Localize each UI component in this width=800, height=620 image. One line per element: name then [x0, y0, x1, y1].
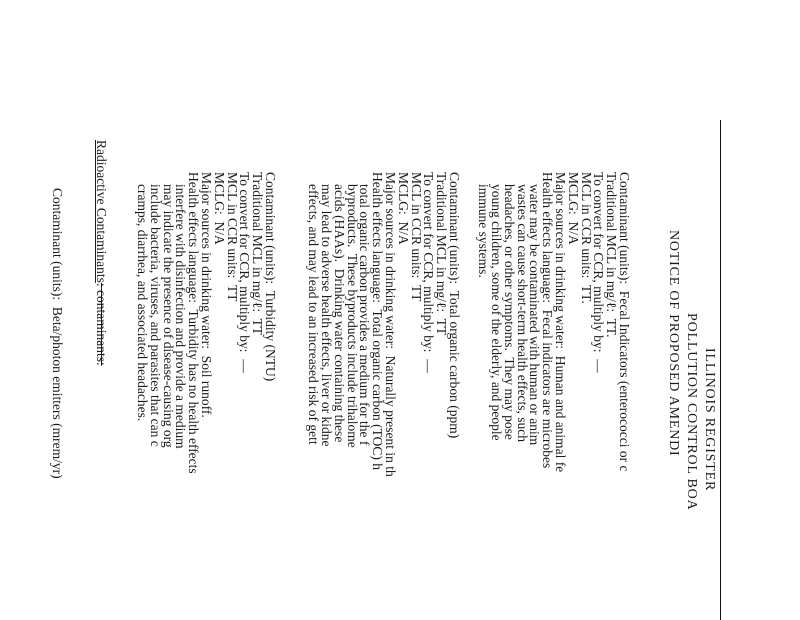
- turbidity-block: [135, 172, 276, 474]
- text-line: wastes can cause short-term health effects, such: [514, 184, 530, 443]
- fecal-indicators-block: [476, 172, 630, 472]
- text-line: headaches, or other symptoms. They may pose: [501, 184, 517, 440]
- text-line: Contaminant (units): Turbidity (NTU): [263, 172, 278, 382]
- radioactive-contaminants-heading: [94, 140, 107, 366]
- text-line: MCL in CCR units: TT: [408, 172, 424, 302]
- text-line: Major sources in drinking water: Soil runoff.: [199, 172, 215, 418]
- text-line: Contaminant (units): Total organic carbon (ppm): [447, 172, 462, 439]
- text-line: acids (HAAs). Drinking water containing these: [331, 184, 347, 443]
- board-title: POLLUTION CONTROL BOA: [684, 313, 699, 511]
- text-line: include bacteria, viruses, and parasites that can c: [147, 184, 163, 447]
- beta-photon-line: Contaminant (units): Beta/photon emitters (mrem/yr): [50, 188, 65, 479]
- text-line: MCLG: N/A: [211, 172, 227, 245]
- text-line: Major sources in drinking water: Naturally present in th: [383, 172, 399, 477]
- text-line: MCLG: N/A: [395, 172, 411, 245]
- text-line: water may be contaminated with human or anim: [527, 184, 543, 446]
- text-line: immune systems.: [476, 184, 492, 278]
- text-line: cramps, diarrhea, and associated headaches.: [135, 184, 151, 422]
- notice-title: NOTICE OF PROPOSED AMENDI: [666, 230, 681, 457]
- text-line: young children, some of the elderly, and people: [489, 184, 505, 441]
- text-line: MCL in CCR units: TT: [224, 172, 240, 302]
- text-line: Traditional MCL in mg/ℓ: TT.: [604, 172, 620, 338]
- text-line: Major sources in drinking water: Human and animal fe: [553, 172, 569, 473]
- text-line: To convert for CCR, multiply by: —: [421, 172, 437, 373]
- text-line: total organic carbon provides a medium for the f: [357, 184, 373, 446]
- text-line: may indicate the presence of disease-causing org: [160, 184, 176, 448]
- text-line: Health effects language: Total organic carbon (TOC) h: [370, 172, 386, 470]
- text-line: effects, and may lead to an increased risk of gett: [306, 184, 322, 445]
- header-rule: [720, 120, 721, 620]
- register-title: ILLINOIS REGISTER: [702, 348, 717, 492]
- struck-text: : contaminants:: [94, 282, 109, 366]
- text-line: may lead to adverse health effects, liver or kidne: [319, 184, 335, 447]
- text-line: MCL in CCR units: TT.: [578, 172, 594, 304]
- radioactive-heading-text: Radioactive Contaminants: [94, 140, 109, 283]
- text-line: interfere with disinfection and provide a medium: [173, 184, 189, 449]
- total-organic-carbon-block: [306, 172, 460, 477]
- text-line: byproducts. These byproducts include trihalome: [344, 184, 360, 448]
- text-line: Health effects language: Turbidity has no health effects: [186, 172, 202, 474]
- text-line: To convert for CCR, multiply by: —: [237, 172, 253, 373]
- text-line: Traditional MCL in mg/ℓ: TT: [434, 172, 450, 336]
- text-line: To convert for CCR, multiply by: —: [591, 172, 607, 373]
- text-line: Contaminant (units): Fecal Indicators (enterococci or c: [617, 172, 632, 472]
- text-line: MCLG: N/A: [565, 172, 581, 245]
- text-line: Traditional MCL in mg/ℓ: TT: [250, 172, 266, 336]
- text-line: Health effects language: Fecal indicators are microbes: [540, 172, 556, 469]
